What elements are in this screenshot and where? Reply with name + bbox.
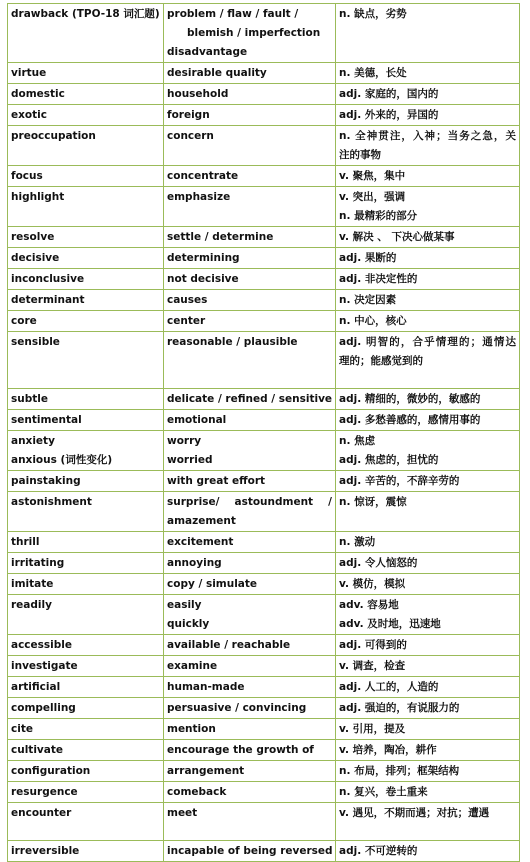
- word-text: domestic: [11, 88, 65, 100]
- meaning-cell: [336, 782, 520, 803]
- synonym-cell: [164, 187, 336, 227]
- synonym-cell: [164, 761, 336, 782]
- synonym-cell: [164, 532, 336, 553]
- synonym-cell: [164, 126, 336, 166]
- meaning-text: adj. 不可逆转的: [339, 845, 418, 857]
- meaning-cell: [336, 803, 520, 841]
- table-row: [8, 227, 520, 248]
- synonym-text: human-made: [167, 681, 245, 693]
- word-text: preoccupation: [11, 130, 96, 142]
- word-cell: [8, 698, 164, 719]
- meaning-text: adj. 非决定性的: [339, 273, 418, 285]
- meaning-cell: [336, 595, 520, 635]
- word-text: cite: [11, 723, 33, 735]
- table-row: [8, 492, 520, 532]
- meaning-cell: [336, 389, 520, 410]
- meaning-cell: [336, 227, 520, 248]
- meaning-text: n. 决定因素: [339, 294, 397, 306]
- word-text: highlight: [11, 191, 65, 203]
- word-text: anxiety: [11, 435, 55, 447]
- meaning-cell: [336, 719, 520, 740]
- word-cell: [8, 431, 164, 471]
- synonym-cell: [164, 841, 336, 862]
- synonym-text: examine: [167, 660, 218, 672]
- meaning-text: v. 引用，提及: [339, 723, 406, 735]
- synonym-cell: [164, 389, 336, 410]
- meaning-cell: [336, 410, 520, 431]
- synonym-cell: [164, 471, 336, 492]
- meaning-text: n. 全神贯注，入神；当务之急，关: [339, 130, 516, 142]
- synonym-text: surprise/ astoundment /: [167, 496, 332, 508]
- synonym-text: emphasize: [167, 191, 231, 203]
- meaning-text: v. 培养，陶冶，耕作: [339, 744, 437, 756]
- table-row: [8, 841, 520, 862]
- meaning-text: adj. 家庭的，国内的: [339, 88, 439, 100]
- meaning-text: adj. 外来的，异国的: [339, 109, 439, 121]
- table-row: [8, 166, 520, 187]
- table-row: [8, 410, 520, 431]
- word-text: artificial: [11, 681, 61, 693]
- synonym-text: copy / simulate: [167, 578, 258, 590]
- word-cell: [8, 595, 164, 635]
- word-cell: [8, 290, 164, 311]
- meaning-text: v. 模仿，模拟: [339, 578, 406, 590]
- table-row: [8, 187, 520, 227]
- table-row: [8, 553, 520, 574]
- synonym-cell: [164, 248, 336, 269]
- meaning-cell: [336, 677, 520, 698]
- table-row: [8, 332, 520, 389]
- word-text: sentimental: [11, 414, 82, 426]
- table-row: [8, 290, 520, 311]
- word-cell: [8, 227, 164, 248]
- synonym-cell: [164, 635, 336, 656]
- synonym-cell: [164, 595, 336, 635]
- synonym-cell: [164, 290, 336, 311]
- meaning-cell: [336, 290, 520, 311]
- table-row: [8, 803, 520, 841]
- word-text: configuration: [11, 765, 91, 777]
- synonym-text: persuasive / convincing: [167, 702, 307, 714]
- meaning-cell: [336, 4, 520, 63]
- meaning-text: n. 美德，长处: [339, 67, 407, 79]
- synonym-cell: [164, 656, 336, 677]
- meaning-cell: [336, 166, 520, 187]
- meaning-text: 理的；能感觉到的: [339, 355, 423, 367]
- meaning-text: adj. 焦虑的，担忧的: [339, 454, 439, 466]
- word-cell: [8, 492, 164, 532]
- meaning-text: adj. 强迫的，有说服力的: [339, 702, 460, 714]
- word-text: compelling: [11, 702, 76, 714]
- meaning-text: n. 布局，排列；框架结构: [339, 765, 460, 777]
- table-row: [8, 84, 520, 105]
- synonym-cell: [164, 431, 336, 471]
- meaning-text: n. 激动: [339, 536, 376, 548]
- table-row: [8, 635, 520, 656]
- synonym-text: delicate / refined / sensitive: [167, 393, 333, 405]
- word-text: focus: [11, 170, 43, 182]
- word-text: imitate: [11, 578, 54, 590]
- meaning-text: n. 缺点，劣势: [339, 8, 407, 20]
- synonym-text: center: [167, 315, 206, 327]
- synonym-text: excitement: [167, 536, 234, 548]
- table-row: [8, 656, 520, 677]
- word-cell: [8, 532, 164, 553]
- meaning-cell: [336, 761, 520, 782]
- synonym-cell: [164, 269, 336, 290]
- word-text: encounter: [11, 807, 72, 819]
- meaning-text: adj. 可得到的: [339, 639, 407, 651]
- word-cell: [8, 311, 164, 332]
- word-cell: [8, 410, 164, 431]
- meaning-cell: [336, 471, 520, 492]
- synonym-cell: [164, 492, 336, 532]
- synonym-cell: [164, 574, 336, 595]
- synonym-text: foreign: [167, 109, 210, 121]
- table-row: [8, 574, 520, 595]
- word-text: core: [11, 315, 37, 327]
- synonym-text: mention: [167, 723, 216, 735]
- meaning-text: adj. 果断的: [339, 252, 397, 264]
- word-text: exotic: [11, 109, 47, 121]
- synonym-cell: [164, 63, 336, 84]
- synonym-cell: [164, 698, 336, 719]
- word-text: virtue: [11, 67, 47, 79]
- word-cell: [8, 841, 164, 862]
- word-text: painstaking: [11, 475, 81, 487]
- meaning-cell: [336, 84, 520, 105]
- word-cell: [8, 677, 164, 698]
- word-text: subtle: [11, 393, 48, 405]
- synonym-text: emotional: [167, 414, 227, 426]
- meaning-text: adj. 人工的，人造的: [339, 681, 439, 693]
- synonym-cell: [164, 311, 336, 332]
- synonym-text: concentrate: [167, 170, 239, 182]
- table-row: [8, 269, 520, 290]
- synonym-cell: [164, 166, 336, 187]
- synonym-cell: [164, 803, 336, 841]
- word-text: irritating: [11, 557, 65, 569]
- meaning-text: n. 惊讶，震惊: [339, 496, 407, 508]
- synonym-text: not decisive: [167, 273, 239, 285]
- meaning-cell: [336, 311, 520, 332]
- word-cell: [8, 740, 164, 761]
- meaning-text: adj. 精细的，微妙的，敏感的: [339, 393, 481, 405]
- table-row: [8, 4, 520, 63]
- meaning-cell: [336, 332, 520, 389]
- vocabulary-table-body: [8, 4, 520, 862]
- table-row: [8, 431, 520, 471]
- synonym-text: available / reachable: [167, 639, 291, 651]
- meaning-cell: [336, 532, 520, 553]
- word-cell: [8, 63, 164, 84]
- synonym-cell: [164, 105, 336, 126]
- word-text: anxious (词性变化): [11, 454, 113, 466]
- word-cell: [8, 126, 164, 166]
- word-text: inconclusive: [11, 273, 85, 285]
- table-row: [8, 782, 520, 803]
- meaning-text: adv. 及时地，迅速地: [339, 618, 441, 630]
- vocabulary-sheet: [7, 3, 519, 862]
- word-cell: [8, 782, 164, 803]
- meaning-text: v. 聚焦，集中: [339, 170, 406, 182]
- word-cell: [8, 389, 164, 410]
- word-text: thrill: [11, 536, 40, 548]
- word-text: investigate: [11, 660, 78, 672]
- synonym-text: meet: [167, 807, 198, 819]
- synonym-text: blemish / imperfection: [187, 27, 321, 39]
- meaning-text: v. 遇见，不期而遇；对抗；遭遇: [339, 807, 490, 819]
- meaning-cell: [336, 492, 520, 532]
- synonym-cell: [164, 4, 336, 63]
- meaning-text: v. 突出，强调: [339, 191, 406, 203]
- word-cell: [8, 574, 164, 595]
- synonym-text: concern: [167, 130, 214, 142]
- word-text: irreversible: [11, 845, 80, 857]
- meaning-cell: [336, 187, 520, 227]
- word-cell: [8, 635, 164, 656]
- synonym-cell: [164, 782, 336, 803]
- meaning-cell: [336, 105, 520, 126]
- synonym-text: with great effort: [167, 475, 266, 487]
- synonym-text: worried: [167, 454, 213, 466]
- meaning-text: adv. 容易地: [339, 599, 399, 611]
- word-text: astonishment: [11, 496, 92, 508]
- synonym-text: amazement: [167, 515, 236, 527]
- word-cell: [8, 803, 164, 841]
- word-cell: [8, 4, 164, 63]
- meaning-text: n. 复兴，卷土重来: [339, 786, 428, 798]
- meaning-text: adj. 辛苦的，不辞辛劳的: [339, 475, 460, 487]
- meaning-cell: [336, 841, 520, 862]
- synonym-text: desirable quality: [167, 67, 267, 79]
- word-cell: [8, 269, 164, 290]
- meaning-cell: [336, 126, 520, 166]
- synonym-text: incapable of being reversed: [167, 845, 333, 857]
- table-row: [8, 248, 520, 269]
- table-row: [8, 595, 520, 635]
- synonym-text: arrangement: [167, 765, 245, 777]
- meaning-cell: [336, 248, 520, 269]
- synonym-text: annoying: [167, 557, 222, 569]
- table-row: [8, 126, 520, 166]
- word-text: determinant: [11, 294, 85, 306]
- meaning-cell: [336, 553, 520, 574]
- table-row: [8, 532, 520, 553]
- synonym-cell: [164, 553, 336, 574]
- word-text: cultivate: [11, 744, 63, 756]
- meaning-cell: [336, 63, 520, 84]
- synonym-cell: [164, 84, 336, 105]
- word-cell: [8, 332, 164, 389]
- meaning-text: adj. 令人恼怒的: [339, 557, 418, 569]
- synonym-cell: [164, 719, 336, 740]
- word-text: decisive: [11, 252, 60, 264]
- synonym-text: household: [167, 88, 229, 100]
- meaning-cell: [336, 635, 520, 656]
- table-row: [8, 311, 520, 332]
- word-cell: [8, 761, 164, 782]
- word-cell: [8, 166, 164, 187]
- table-row: [8, 471, 520, 492]
- synonym-text: disadvantage: [167, 46, 248, 58]
- meaning-text: v. 解决 、 下决心做某事: [339, 231, 455, 243]
- meaning-cell: [336, 431, 520, 471]
- synonym-cell: [164, 740, 336, 761]
- synonym-cell: [164, 227, 336, 248]
- synonym-text: determining: [167, 252, 240, 264]
- word-cell: [8, 187, 164, 227]
- word-cell: [8, 553, 164, 574]
- synonym-text: problem / flaw / fault /: [167, 8, 299, 20]
- word-text: drawback (TPO-18 词汇题): [11, 8, 160, 20]
- synonym-cell: [164, 410, 336, 431]
- meaning-cell: [336, 740, 520, 761]
- word-cell: [8, 719, 164, 740]
- meaning-text: adj. 多愁善感的，感情用事的: [339, 414, 481, 426]
- word-cell: [8, 248, 164, 269]
- word-text: accessible: [11, 639, 72, 651]
- table-row: [8, 63, 520, 84]
- meaning-cell: [336, 269, 520, 290]
- table-row: [8, 740, 520, 761]
- meaning-text: 注的事物: [339, 149, 381, 161]
- meaning-text: v. 调查，检查: [339, 660, 406, 672]
- table-row: [8, 105, 520, 126]
- word-text: resolve: [11, 231, 55, 243]
- word-cell: [8, 105, 164, 126]
- meaning-text: n. 焦虑: [339, 435, 376, 447]
- synonym-text: comeback: [167, 786, 227, 798]
- synonym-cell: [164, 677, 336, 698]
- meaning-text: adj. 明智的，合乎情理的；通情达: [339, 336, 516, 348]
- synonym-text: worry: [167, 435, 202, 447]
- synonym-text: easily: [167, 599, 202, 611]
- vocabulary-table: [7, 3, 520, 862]
- synonym-text: reasonable / plausible: [167, 336, 298, 348]
- word-cell: [8, 656, 164, 677]
- word-text: resurgence: [11, 786, 78, 798]
- word-cell: [8, 471, 164, 492]
- meaning-text: n. 中心，核心: [339, 315, 407, 327]
- meaning-text: n. 最精彩的部分: [339, 210, 418, 222]
- synonym-text: quickly: [167, 618, 210, 630]
- word-text: sensible: [11, 336, 60, 348]
- meaning-cell: [336, 656, 520, 677]
- word-cell: [8, 84, 164, 105]
- table-row: [8, 677, 520, 698]
- synonym-text: causes: [167, 294, 208, 306]
- meaning-cell: [336, 574, 520, 595]
- synonym-text: settle / determine: [167, 231, 274, 243]
- table-row: [8, 389, 520, 410]
- word-text: readily: [11, 599, 52, 611]
- table-row: [8, 698, 520, 719]
- synonym-cell: [164, 332, 336, 389]
- synonym-text: encourage the growth of: [167, 744, 314, 756]
- table-row: [8, 761, 520, 782]
- table-row: [8, 719, 520, 740]
- meaning-cell: [336, 698, 520, 719]
